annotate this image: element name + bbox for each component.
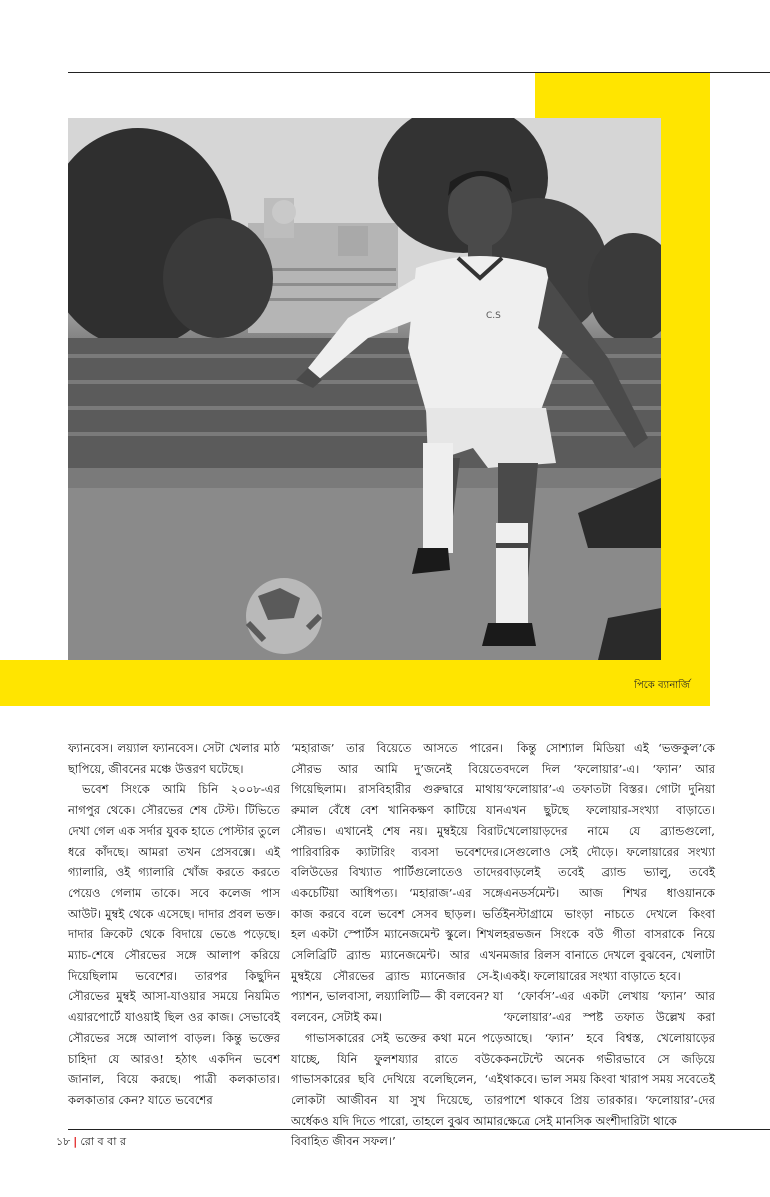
- paragraph: ফ্যানবেস। লয়্যাল ফ্যানবেস। সেটা খেলার মাঠ ছাপিয়ে, জীবনের মঞ্চে উত্তরণ ঘটেছে।: [68, 741, 280, 776]
- bottom-rule: [68, 1129, 770, 1130]
- article-column-2: [291, 738, 503, 1152]
- footer-separator: |: [73, 1135, 78, 1148]
- paragraph: গাভাসকারের সেই ভক্তের কথা মনে পড়ে যাচ্ছে, যিনি ফুলশয্যার রাতে বউকে গাভাসকারের ছবি দেখিয়ে বলেছিলেন, ‘এই লোকটা আজীবন যা সুখ দিয়েছে, তার অর্ধেকও যদি দিতে পারো, তাহলে বুঝব আমার বিবাহিত জীবন সফল।’: [291, 1030, 503, 1149]
- article-column-1: [68, 738, 280, 1111]
- paragraph: ‘মহারাজ’ তার বিয়েতে আসতে পারেন। সৌরভ আর আমি দু’জনেই বিয়েতে গিয়েছিলাম। রাসবিহারীর গুরুদ্বারে মাথায় রুমাল বেঁধে বেশ খানিকক্ষণ কাটিয়ে যান সৌরভ। এখানেই শেষ নয়। মুম্বইয়ে বিরাট পারিবারিক ক্যাটারিং ব্যবসা ভবেশদের। বলিউডের বিখ্যাত পার্টিগুলোতেও তাদের একচেটিয়া আধিপত্য। ‘মহারাজ’-এর সঙ্গে কাজ করবে বলে ভবেশ সেসব ছাড়ল। ভর্তি হল একটা স্পোর্টস ম্যানেজমেন্ট স্কুলে। শিখল সেলিব্রিটি ব্র্যান্ড ম্যানেজমেন্ট। আর এখন মুম্বইয়ে সৌরভের ব্র্যান্ড ম্যানেজার সে-ই। প্যাশন, ভালবাসা, লয়্যালিটি— কী বলবেন? যা বলবেন, সেটাই কম।: [291, 741, 503, 1025]
- magazine-name: রো ব বা র: [80, 1135, 126, 1148]
- paragraph: ‘ফোর্বস’-এর একটা লেখায় ‘ফ্যান’ আর ‘ফলোয়ার’-এর স্পষ্ট তফাত উল্লেখ করা আছে। ‘ফ্যান’ হবে বিশ্বস্ত, খেলোয়াড়ের কনটেন্টে অনেক গভীরভাবে সে জড়িয়ে থাকবে। ভাল সময় কিংবা খারাপ সময় সবেতেই পাশে থাকবে প্রিয় তারকার। ‘ফলোয়ার’-দের ক্ষেত্রে সেই মানসিক অংশীদারিটা থাকে: [503, 989, 715, 1128]
- page-footer: [56, 1133, 126, 1152]
- shirt-badge: C.S: [486, 311, 501, 321]
- photo-caption: পিকে ব্যানার্জি: [634, 680, 690, 691]
- paragraph: কিন্তু সোশ্যাল মিডিয়া এই ‘ভক্তকুল’কে বদলে দিল ‘ফলোয়ার’-এ। ‘ফ্যান’ আর ‘ফলোয়ার’-এ তফাতটা বিস্তর। গোটা দুনিয়া এখন ছুটছে ফলোয়ার-সংখ্যা বাড়াতে। খেলোয়াড়দের নামে যে ব্র্যান্ডগুলো, সেগুলোও সেই দৌড়ে। ফলোয়ারের সংখ্যা বাড়লেই তবেই ব্র্যান্ড ভ্যালু, তবেই এনডর্সমেন্ট। আজ শিখর ধাওয়ানকে ইনস্টাগ্রামে ভাংড়া নাচতে দেখলে কিংবা হরভজন সিংকে বউ গীতা বাসরাকে নিয়ে মজার রিলস বানাতে দেখলে বুঝবেন, খেলাটা একই। ফলোয়ারের সংখ্যা বাড়াতে হবে।: [503, 741, 715, 983]
- paragraph: ভবেশ সিংকে আমি চিনি ২০০৮-এর নাগপুর থেকে। সৌরভের শেষ টেস্ট। টিভিতে দেখা গেল এক সর্দার যুবক হাতে পোস্টার তুলে ধরে কাঁদছে। আমরা তখন প্রেসবক্সে। এই গ্যালারি, ওই গ্যালারি খোঁজ করতে করতে পেয়েও গেলাম তাকে। সবে কলেজ পাস আউট। মুম্বই থেকে এসেছে। দাদার প্রবল ভক্ত। দাদার ক্রিকেট থেকে বিদায়ে ভেঙে পড়েছে। ম্যাচ-শেষে সৌরভের সঙ্গে আলাপ করিয়ে দিয়েছিলাম ভবেশের। তারপর কিছুদিন সৌরভের মুম্বই আসা-যাওয়ার সময়ে নিয়মিত এয়ারপোর্টে যাওয়াই ছিল ওর কাজ। সেভাবেই সৌরভের সঙ্গে আলাপ বাড়ল। কিন্তু ভক্তের চাহিদা যে আরও! হঠাৎ একদিন ভবেশ জানাল, বিয়ে করছে। পাত্রী কলকাতার। কলকাতার কেন? যাতে ভবেশের: [68, 782, 280, 1107]
- article-column-3: [503, 738, 715, 1131]
- page-number: ১৮: [56, 1135, 71, 1148]
- football-photo: [68, 118, 661, 660]
